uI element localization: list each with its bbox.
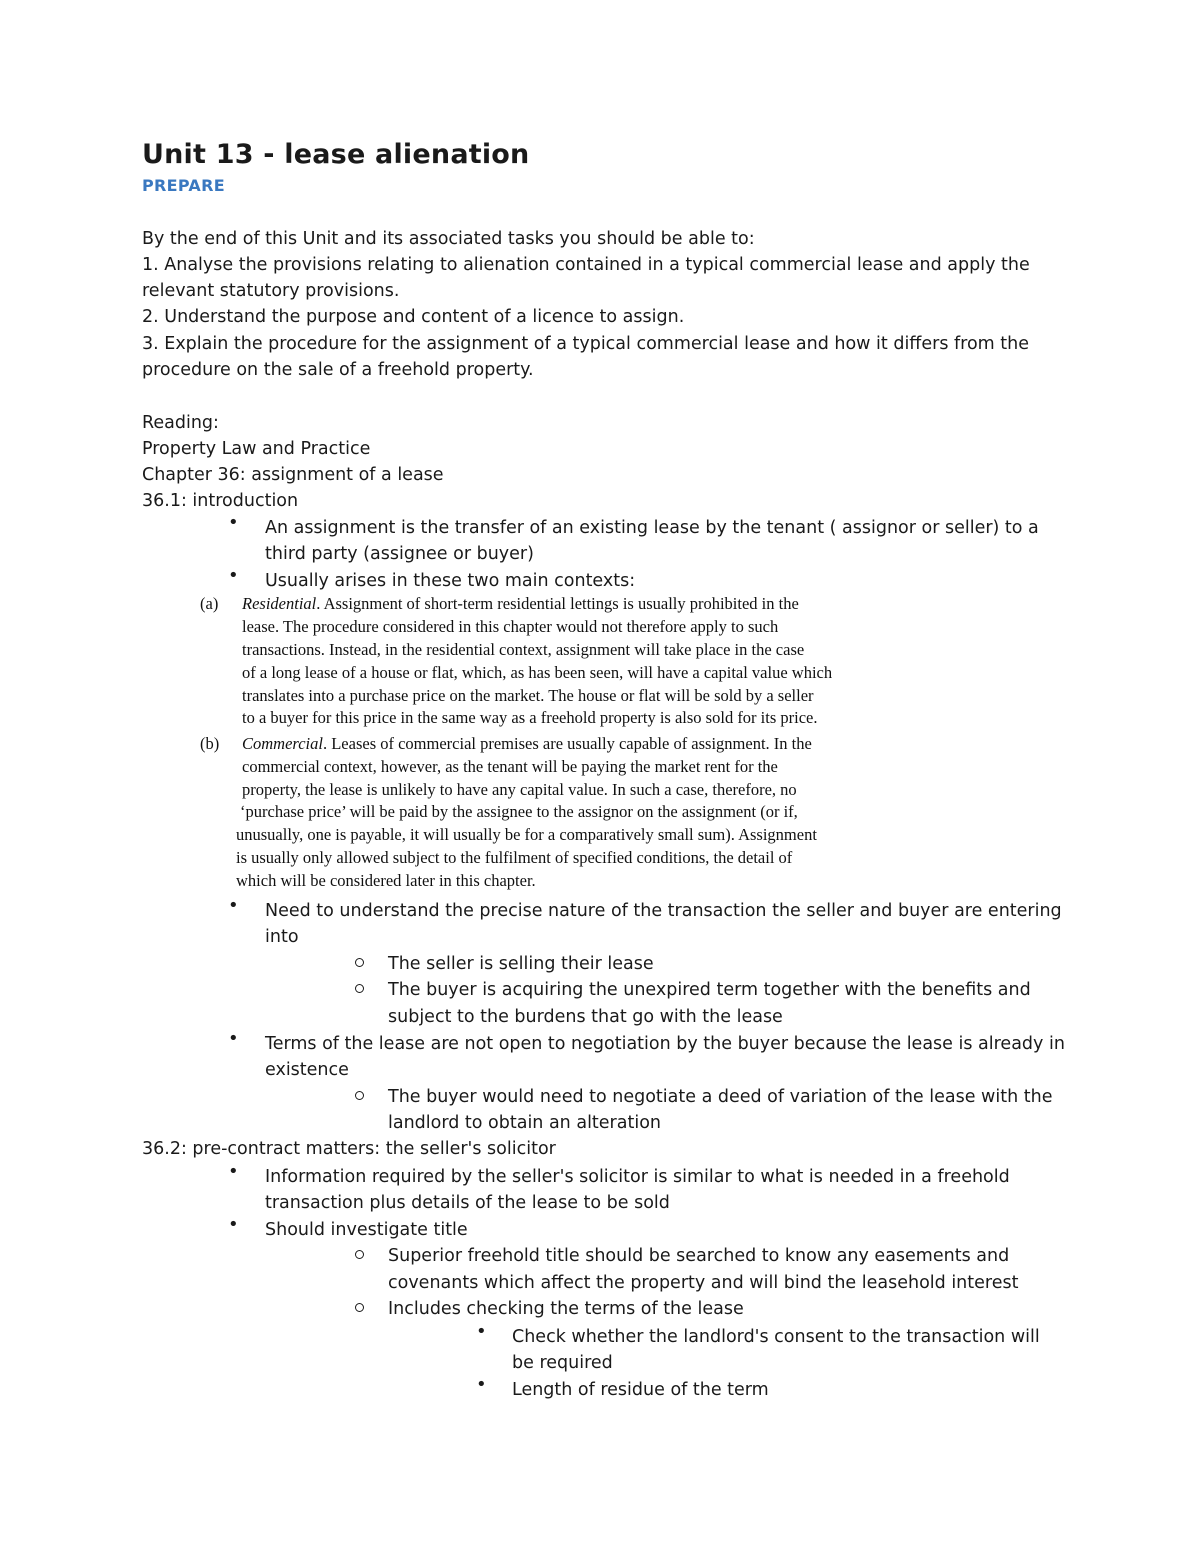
bullet-nature-line-2: into	[265, 927, 299, 947]
quote-a-line-1: Residential. Assignment of short-term residential lettings is usually prohibited in the	[242, 594, 799, 613]
quote-term-residential: Residential	[242, 594, 317, 613]
bullet-assignment-line-2: third party (assignee or buyer)	[265, 544, 534, 564]
bullet-terms-line-1: Terms of the lease are not open to negotiation by the buyer because the lease is already in	[265, 1034, 1065, 1054]
sub-bullet-freehold-line-2: covenants which affect the property and will bind the leasehold interest	[388, 1273, 1019, 1293]
quote-b-line-5: unusually, one is payable, it will usually be for a comparatively small sum). Assignment	[236, 825, 817, 844]
quote-a-line-4: of a long lease of a house or flat, which, as has been seen, will have a capital value which	[242, 663, 833, 682]
quote-a-line-3: transactions. Instead, in the residential context, assignment will take place in the case	[242, 640, 805, 659]
bullet-assignment-line-1: An assignment is the transfer of an existing lease by the tenant ( assignor or seller) to a	[265, 518, 1039, 538]
reading-book: Property Law and Practice	[142, 439, 371, 459]
bullet-icon: •	[228, 1214, 239, 1235]
bullet-icon: •	[476, 1374, 487, 1395]
bullet-information-line-1: Information required by the seller's solicitor is similar to what is needed in a freehold	[265, 1167, 1010, 1187]
section-heading-prepare: PREPARE	[142, 176, 225, 195]
bullet-terms-line-2: existence	[265, 1060, 349, 1080]
bullet-nature-line-1: Need to understand the precise nature of the transaction the seller and buyer are entering	[265, 901, 1062, 921]
reading-label: Reading:	[142, 413, 219, 433]
quote-a-line-2: lease. The procedure considered in this chapter would not therefore apply to such	[242, 617, 779, 636]
quote-a-line-6: to a buyer for this price in the same way as a freehold property is also sold for its price.	[242, 708, 818, 727]
page-title: Unit 13 - lease alienation	[142, 139, 530, 170]
sub-bullet-freehold-line-1: Superior freehold title should be searched to know any easements and	[388, 1246, 1010, 1266]
circle-bullet-icon	[355, 958, 364, 967]
bullet-icon: •	[228, 1028, 239, 1049]
sub-bullet-variation-line-2: landlord to obtain an alteration	[388, 1113, 661, 1133]
bullet-contexts: Usually arises in these two main contexts:	[265, 571, 636, 591]
sub-bullet-variation-line-1: The buyer would need to negotiate a deed of variation of the lease with the	[388, 1087, 1053, 1107]
bullet-investigate-title: Should investigate title	[265, 1220, 468, 1240]
circle-bullet-icon	[355, 1250, 364, 1259]
circle-bullet-icon	[355, 1091, 364, 1100]
quote-b-line-1: Commercial. Leases of commercial premises are usually capable of assignment. In the	[242, 734, 812, 753]
sub-sub-bullet-consent-line-2: be required	[512, 1353, 613, 1373]
objective-3-line-1: 3. Explain the procedure for the assignment of a typical commercial lease and how it differs from the	[142, 334, 1030, 354]
sub-bullet-buyer-line-1: The buyer is acquiring the unexpired term together with the benefits and	[388, 980, 1031, 1000]
quote-b-line-2: commercial context, however, as the tenant will be paying the market rent for the	[242, 757, 778, 776]
sub-bullet-checking-terms: Includes checking the terms of the lease	[388, 1299, 744, 1319]
sub-bullet-seller: The seller is selling their lease	[388, 954, 654, 974]
circle-bullet-icon	[355, 1303, 364, 1312]
quote-b-line-7: which will be considered later in this chapter.	[236, 871, 536, 890]
sub-sub-bullet-consent-line-1: Check whether the landlord's consent to the transaction will	[512, 1327, 1040, 1347]
bullet-icon: •	[228, 895, 239, 916]
reading-chapter: Chapter 36: assignment of a lease	[142, 465, 444, 485]
quote-a-line-5: translates into a purchase price on the market. The house or flat will be sold by a seller	[242, 686, 814, 705]
quote-b-line-4: ‘purchase price’ will be paid by the assignee to the assignor on the assignment (or if,	[240, 802, 798, 821]
quote-b-line-3: property, the lease is unlikely to have any capital value. In such a case, therefore, no	[242, 780, 797, 799]
objective-2: 2. Understand the purpose and content of a licence to assign.	[142, 307, 685, 327]
objective-1-line-2: relevant statutory provisions.	[142, 281, 400, 301]
sub-sub-bullet-residue: Length of residue of the term	[512, 1380, 769, 1400]
quote-marker-b: (b)	[200, 734, 220, 753]
bullet-icon: •	[228, 565, 239, 586]
circle-bullet-icon	[355, 984, 364, 993]
bullet-icon: •	[476, 1321, 487, 1342]
section-36-2-heading: 36.2: pre-contract matters: the seller's solicitor	[142, 1139, 556, 1159]
objective-1-line-1: 1. Analyse the provisions relating to alienation contained in a typical commercial lease and apply the	[142, 255, 1030, 275]
quote-marker-a: (a)	[200, 594, 219, 613]
bullet-icon: •	[228, 512, 239, 533]
section-36-1-heading: 36.1: introduction	[142, 491, 299, 511]
quote-b-line-6: is usually only allowed subject to the fulfilment of specified conditions, the detail of	[236, 848, 793, 867]
objective-3-line-2: procedure on the sale of a freehold property.	[142, 360, 534, 380]
quote-term-commercial: Commercial	[242, 734, 323, 753]
intro-text: By the end of this Unit and its associated tasks you should be able to:	[142, 229, 755, 249]
bullet-icon: •	[228, 1161, 239, 1182]
sub-bullet-buyer-line-2: subject to the burdens that go with the lease	[388, 1007, 783, 1027]
bullet-information-line-2: transaction plus details of the lease to be sold	[265, 1193, 670, 1213]
